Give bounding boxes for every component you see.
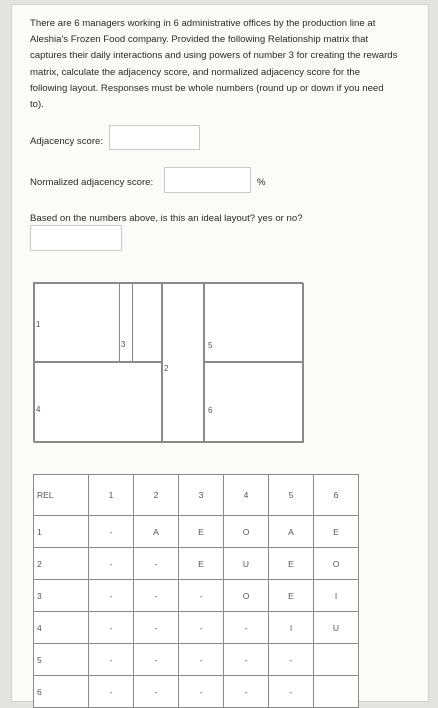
- matrix-cell: E: [314, 516, 359, 548]
- office-6-number: 6: [208, 406, 213, 415]
- matrix-cell: -: [134, 580, 179, 612]
- matrix-cell: I: [314, 580, 359, 612]
- table-row: [34, 516, 359, 548]
- office-4-number: 4: [36, 405, 41, 414]
- matrix-cell: E: [179, 548, 224, 580]
- matrix-cell: O: [314, 548, 359, 580]
- matrix-cell: -: [224, 644, 269, 676]
- matrix-cell: -: [89, 644, 134, 676]
- table-row: [34, 580, 359, 612]
- ideal-layout-question: Based on the numbers above, is this an ideal layout? yes or no?: [30, 213, 303, 224]
- matrix-cell: -: [89, 516, 134, 548]
- question-card: [11, 4, 429, 702]
- matrix-cell: -: [224, 612, 269, 644]
- matrix-cell: -: [224, 676, 269, 708]
- normalized-score-label: Normalized adjacency score:: [30, 177, 154, 188]
- matrix-cell: [314, 644, 359, 676]
- adjacency-score-input[interactable]: [109, 125, 200, 150]
- matrix-cell: E: [269, 548, 314, 580]
- matrix-row-label: 5: [34, 644, 89, 676]
- matrix-cell: -: [89, 612, 134, 644]
- matrix-cell: -: [89, 676, 134, 708]
- matrix-cell: -: [179, 676, 224, 708]
- ideal-layout-input[interactable]: [30, 225, 122, 251]
- matrix-header-row: [34, 475, 359, 516]
- table-row: [34, 644, 359, 676]
- matrix-cell: -: [179, 644, 224, 676]
- office-2: [162, 283, 204, 443]
- adjacency-score-label: Adjacency score:: [30, 136, 104, 147]
- office-2-number: 2: [164, 364, 169, 373]
- matrix-cell: -: [134, 644, 179, 676]
- matrix-cell: [314, 676, 359, 708]
- normalized-score-input[interactable]: [164, 167, 251, 193]
- matrix-cell: E: [269, 580, 314, 612]
- office-5: [204, 283, 304, 362]
- matrix-header-2: 2: [134, 475, 179, 516]
- matrix-header-3: 3: [179, 475, 224, 516]
- matrix-header-6: 6: [314, 475, 359, 516]
- matrix-row-label: 4: [34, 612, 89, 644]
- matrix-header-5: 5: [269, 475, 314, 516]
- office-5-number: 5: [208, 341, 213, 350]
- matrix-cell: -: [89, 580, 134, 612]
- matrix-cell: I: [269, 612, 314, 644]
- question-text: There are 6 managers working in 6 administrative offices by the production line at Aleshia's Frozen Food company. Provided the following Relationship matrix that captures their daily interactions and using powers of number 3 for creating the rewards matrix, calculate the adjacency score, and normalized adjacency score for the following layout. Responses must be whole numbers (round up or down if you need to).: [30, 18, 398, 111]
- matrix-cell: -: [134, 612, 179, 644]
- table-row: [34, 548, 359, 580]
- matrix-row-label: 1: [34, 516, 89, 548]
- office-1-number: 1: [36, 320, 41, 329]
- matrix-cell: A: [134, 516, 179, 548]
- table-row: [34, 676, 359, 708]
- percent-sign: %: [257, 177, 266, 188]
- office-4: [34, 362, 162, 443]
- matrix-cell: E: [179, 516, 224, 548]
- matrix-cell: -: [89, 548, 134, 580]
- matrix-cell: O: [224, 580, 269, 612]
- matrix-cell: O: [224, 516, 269, 548]
- matrix-header-rel: REL: [34, 475, 89, 516]
- matrix-cell: -: [134, 548, 179, 580]
- matrix-cell: A: [269, 516, 314, 548]
- matrix-cell: U: [314, 612, 359, 644]
- matrix-cell: -: [179, 580, 224, 612]
- matrix-row-label: 2: [34, 548, 89, 580]
- matrix-cell: -: [134, 676, 179, 708]
- matrix-row-label: 3: [34, 580, 89, 612]
- table-row: [34, 612, 359, 644]
- office-6: [204, 362, 304, 443]
- matrix-cell: -: [179, 612, 224, 644]
- relationship-matrix: [33, 474, 359, 708]
- matrix-cell: -: [269, 676, 314, 708]
- matrix-header-4: 4: [224, 475, 269, 516]
- matrix-header-1: 1: [89, 475, 134, 516]
- office-layout: [33, 282, 303, 442]
- matrix-cell: U: [224, 548, 269, 580]
- office-3: [119, 283, 162, 362]
- office-3-number: 3: [121, 340, 126, 349]
- matrix-cell: -: [269, 644, 314, 676]
- matrix-row-label: 6: [34, 676, 89, 708]
